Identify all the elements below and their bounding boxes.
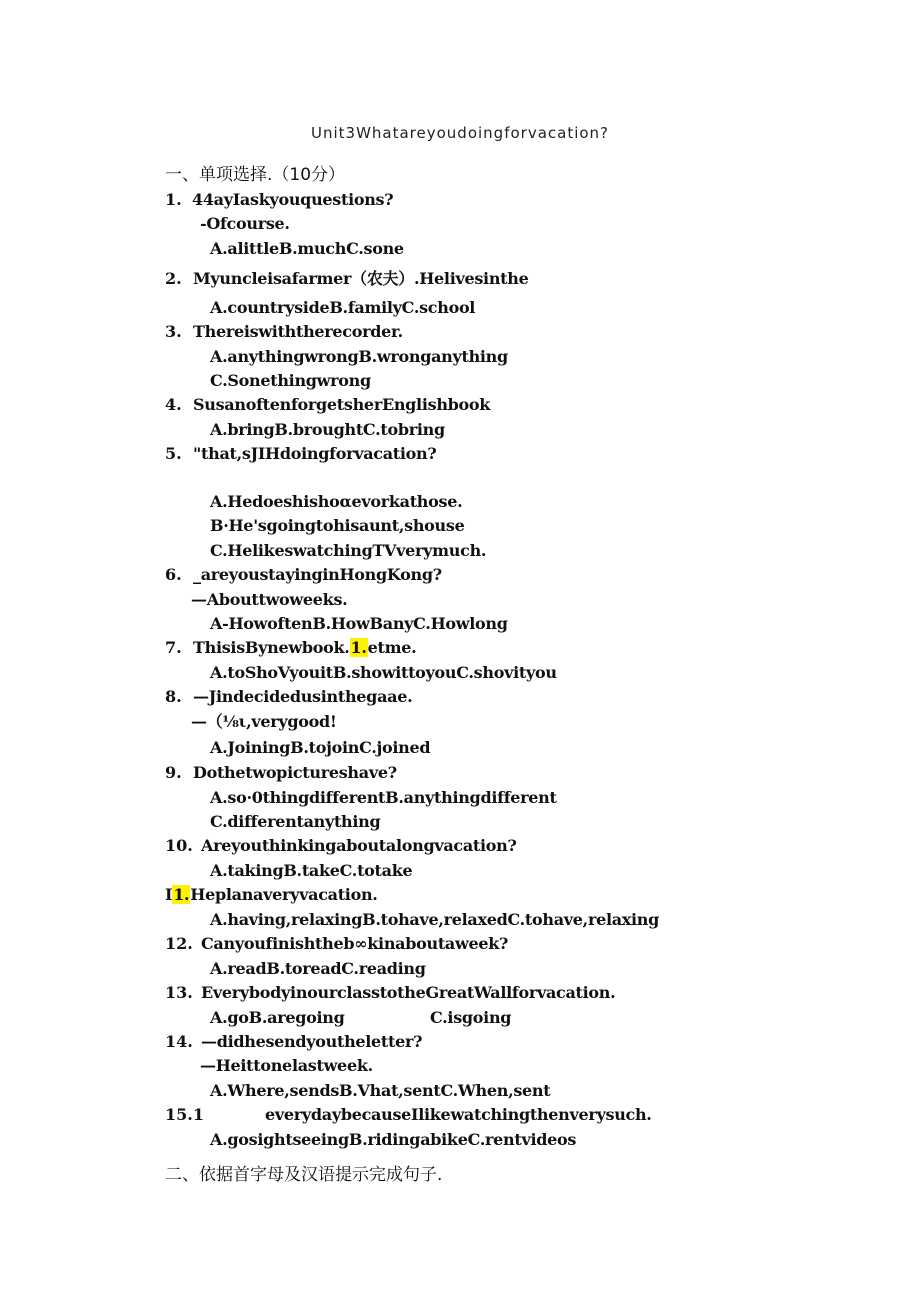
question-options: B·He'sgoingtohisaunt,shouse bbox=[210, 516, 465, 535]
question-options: A.alittleB.muchC.sone bbox=[210, 239, 404, 258]
question-number: 5. bbox=[165, 444, 182, 463]
question-number-part: I bbox=[165, 885, 173, 904]
question-text: Areyouthinkingaboutalongvacation? bbox=[201, 836, 517, 855]
question-text: Myuncleisafarmer（农夫）.Helivesinthe bbox=[193, 269, 529, 288]
question-options: C.HelikeswatchingTVverymuch. bbox=[210, 541, 487, 560]
document-title: Unit3Whatareyoudoingforvacation? bbox=[310, 124, 610, 142]
question-text: EverybodyinourclasstotheGreatWallforvacation. bbox=[201, 983, 616, 1002]
question-options: A.Where,sendsB.Vhat,sentC.When,sent bbox=[210, 1081, 551, 1100]
question-options: C.Sonethingwrong bbox=[210, 371, 371, 390]
question-text: "that,sJIHdoingforvacation? bbox=[193, 444, 437, 463]
question-text: Dothetwopictureshave? bbox=[193, 763, 397, 782]
question-text: Canyoufinishtheb∞kinaboutaweek? bbox=[201, 934, 509, 953]
question-number: 10. bbox=[165, 836, 193, 855]
question-options: A-HowoftenB.HowBanyC.Howlong bbox=[210, 614, 508, 633]
question-text: Heplanaveryvacation. bbox=[190, 885, 378, 904]
question-options: A.bringB.broughtC.tobring bbox=[210, 420, 445, 439]
question-answer-line: —（⅛ι,verygood! bbox=[191, 712, 337, 731]
question-text-part: ThisisBynewbook. bbox=[193, 638, 350, 657]
section-heading-multiple-choice: 一、单项选择.（10分） bbox=[165, 165, 346, 185]
question-text: —Jindecidedusinthegaae. bbox=[193, 687, 413, 706]
question-options: A.readB.toreadC.reading bbox=[210, 959, 426, 978]
question-number: 1. bbox=[165, 190, 182, 209]
question-text: —didhesendyoutheletter? bbox=[201, 1032, 423, 1051]
question-number: 4. bbox=[165, 395, 182, 414]
question-options: C.differentanything bbox=[210, 812, 381, 831]
question-text: _areyoustayinginHongKong? bbox=[193, 565, 442, 584]
question-text-part: etme. bbox=[367, 638, 417, 657]
question-number: 2. bbox=[165, 269, 182, 288]
question-answer-line: -Ofcourse. bbox=[200, 214, 290, 233]
question-number: 6. bbox=[165, 565, 182, 584]
question-number: 8. bbox=[165, 687, 182, 706]
question-options: A.having,relaxingB.tohave,relaxedC.tohave,relaxing bbox=[210, 910, 660, 929]
question-options: A.Hedoeshishoαevorkathose. bbox=[210, 492, 463, 511]
question-number: 14. bbox=[165, 1032, 193, 1051]
question-answer-line: —Heittonelastweek. bbox=[200, 1056, 373, 1075]
question-options: A.goB.aregoing bbox=[210, 1008, 345, 1027]
question-options: C.isgoing bbox=[430, 1008, 512, 1027]
question-text: everydaybecauseIlikewatchingthenverysuch. bbox=[265, 1105, 652, 1124]
highlight-mark: 1. bbox=[173, 885, 190, 904]
question-options: A.gosightseeingB.ridingabikeC.rentvideos bbox=[210, 1130, 577, 1149]
question-number: 15.1 bbox=[165, 1105, 204, 1124]
question-answer-line: —Abouttwoweeks. bbox=[191, 590, 348, 609]
highlight-mark: 1. bbox=[350, 638, 367, 657]
question-text: Thereiswiththerecorder. bbox=[193, 322, 403, 341]
question-options: A.takingB.takeC.totake bbox=[210, 861, 413, 880]
question-number: 13. bbox=[165, 983, 193, 1002]
question-number bbox=[165, 885, 378, 905]
question-number: 9. bbox=[165, 763, 182, 782]
question-options: A.JoiningB.tojoinC.joined bbox=[210, 738, 431, 757]
question-number: 3. bbox=[165, 322, 182, 341]
question-number: 7. bbox=[165, 638, 182, 657]
question-options: A.anythingwrongB.wronganything bbox=[210, 347, 508, 366]
question-text: 44ayIaskyouquestions? bbox=[192, 190, 394, 209]
question-options: A.countrysideB.familyC.school bbox=[210, 298, 476, 317]
question-text: SusanoftenforgetsherEnglishbook bbox=[193, 395, 491, 414]
question-options: A.toShoVyouitB.showittoyouC.shovityou bbox=[210, 663, 557, 682]
question-text bbox=[193, 638, 416, 658]
question-options: A.so·0thingdifferentB.anythingdifferent bbox=[210, 788, 557, 807]
section-heading-fill-in: 二、依据首字母及汉语提示完成句子. bbox=[165, 1165, 443, 1185]
question-number: 12. bbox=[165, 934, 193, 953]
